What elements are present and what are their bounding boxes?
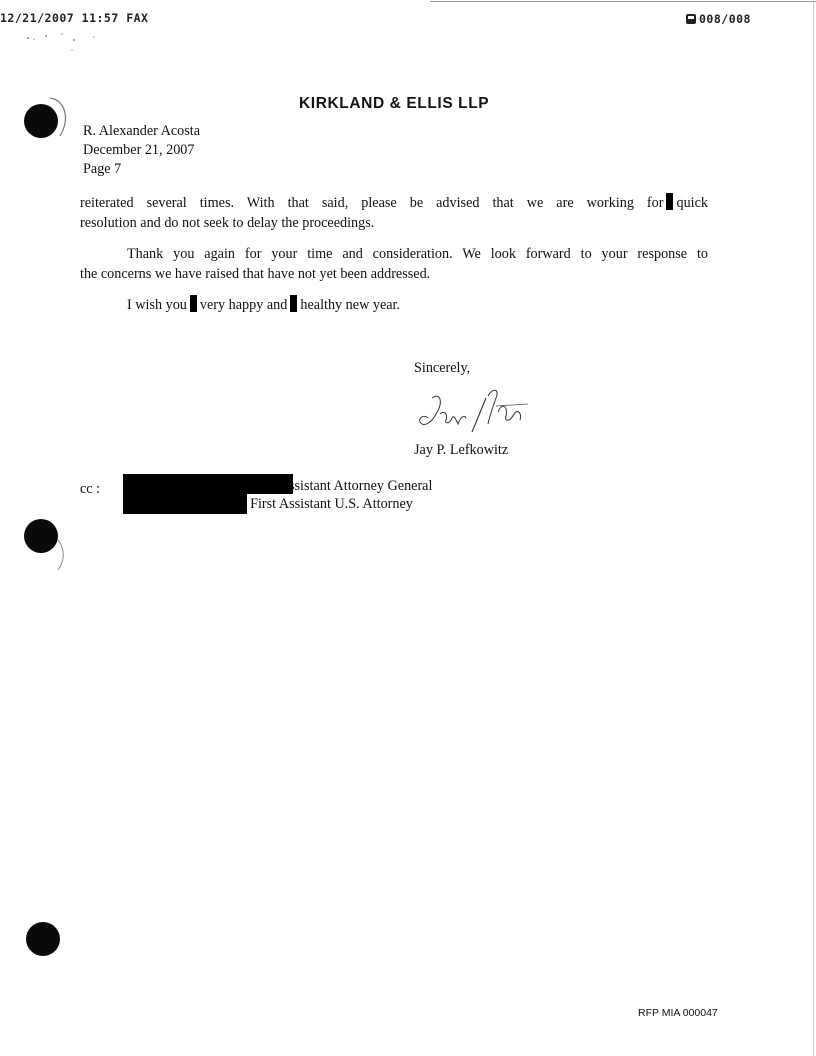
paragraph-2-line-2: the concerns we have raised that have not yet been addressed. — [80, 266, 431, 282]
redaction-inline — [666, 193, 673, 210]
cc-line-1: ssistant Attorney General — [289, 478, 433, 494]
recipient-name: R. Alexander Acosta — [83, 123, 201, 139]
punch-hole-top-shadow — [36, 96, 70, 146]
cc-label: cc : — [80, 481, 101, 497]
letterhead-firm-name: KIRKLAND & ELLIS LLP — [299, 95, 490, 112]
redaction-cc-1 — [123, 474, 293, 494]
fax-page-counter — [686, 12, 751, 26]
letter-date: December 21, 2007 — [83, 142, 195, 158]
fax-machine-icon — [686, 14, 696, 24]
paragraph-2-line-1: Thank you again for your time and consideration. We look forward to your response to — [127, 246, 708, 262]
closing-salutation: Sincerely, — [414, 360, 471, 376]
punch-hole-middle-shadow — [40, 520, 70, 572]
bates-number: RFP MIA 000047 — [638, 1007, 718, 1019]
page-counter-text: 008/008 — [699, 12, 751, 26]
cc-line-2: , First Assistant U.S. Attorney — [243, 496, 413, 512]
scan-right-edge-line — [813, 0, 814, 1056]
fax-datetime: 12/21/2007 11:57 FAX — [0, 11, 149, 25]
paragraph-1 — [80, 193, 708, 233]
redaction-inline — [190, 295, 197, 312]
paragraph-2 — [80, 244, 708, 284]
recipient-block — [83, 122, 200, 179]
redaction-inline — [290, 295, 297, 312]
redaction-cc-2 — [123, 494, 247, 514]
paragraph-1-line-1: reiterated several times. With that said, please be advised that we are working for quick — [80, 195, 708, 211]
signer-name: Jay P. Lefkowitz — [414, 442, 509, 458]
scan-specks — [24, 30, 104, 54]
punch-hole-bottom — [26, 922, 60, 956]
paragraph-3: I wish you very happy and healthy new year. — [127, 297, 401, 313]
handwritten-signature — [410, 384, 540, 444]
paragraph-1-line-2: resolution and do not seek to delay the proceedings. — [80, 215, 375, 231]
scan-top-edge-line — [430, 1, 816, 2]
page-number: Page 7 — [83, 161, 122, 177]
